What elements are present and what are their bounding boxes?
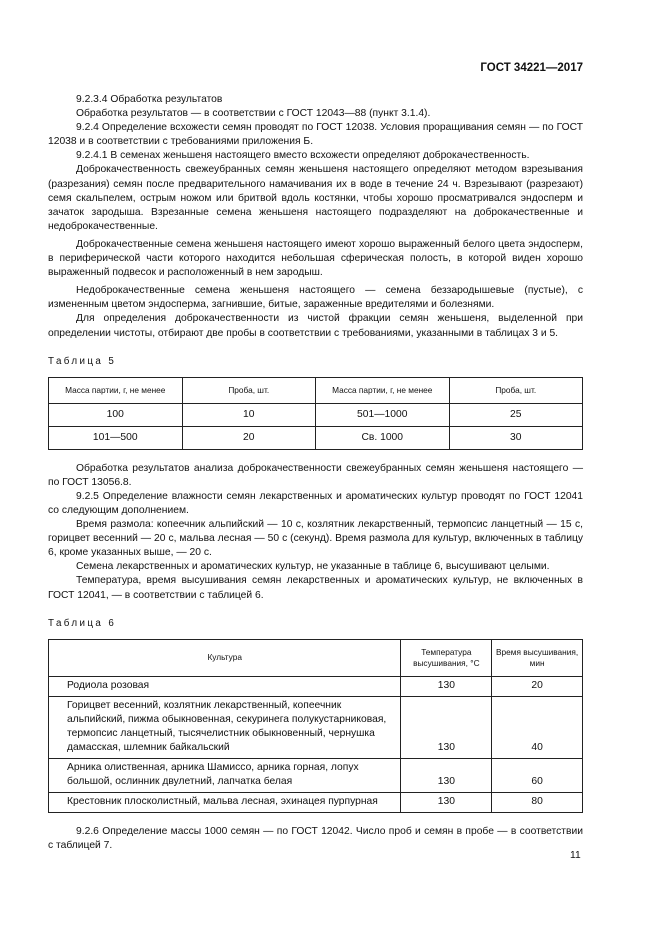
table-cell-temperature: 130: [401, 676, 492, 696]
table-6: [48, 639, 583, 813]
paragraph: 9.2.6 Определение массы 1000 семян — по ГОСТ 12042. Число проб и семян в пробе — в соответствии с таблицей 7.: [48, 825, 583, 851]
paragraph: Недоброкачественные семена женьшеня настоящего — семена беззародышевые (пустые), с измененным цветом эндосперма, загнившие, битые, зараженные вредителями и болезнями.: [48, 285, 583, 311]
table-5: [48, 377, 583, 450]
table-cell-culture: Родиола розовая: [49, 676, 401, 696]
table-cell-time: 20: [492, 676, 583, 696]
table-header-row: [49, 639, 583, 676]
paragraph: Семена лекарственных и ароматических культур, не указанные в таблице 6, высушивают целыми.: [76, 561, 550, 573]
paragraph: 9.2.4 Определение всхожести семян проводят по ГОСТ 12038. Условия проращивания семян — по ГОСТ 12038 и в соответствии с требованиями приложения Б.: [48, 122, 583, 148]
table-cell: 25: [449, 403, 583, 426]
table-5-caption: Таблица 5: [48, 355, 117, 367]
table-cell: 10: [182, 403, 316, 426]
table-cell: Св. 1000: [316, 426, 450, 449]
table-cell-culture: Горицвет весенний, козлятник лекарственный, копеечник альпийский, пижма обыкновенная, секуринега полукустарниковая, термопсис ланцетный, тысячелистник обыкновенный, чернушка дамасская, шлемник байкальский: [49, 696, 401, 758]
table-cell-culture: Арника олиственная, арника Шамиссо, арника горная, лопух большой, ослинник двулетний, лапчатка белая: [49, 758, 401, 792]
table-cell: 20: [182, 426, 316, 449]
table-cell-time: 80: [492, 792, 583, 812]
paragraph: 9.2.4.1 В семенах женьшеня настоящего вместо всхожести определяют доброкачественность.: [76, 150, 530, 162]
table-cell: 30: [449, 426, 583, 449]
table-row: [49, 696, 583, 758]
paragraph: Доброкачественные семена женьшеня настоящего имеют хорошо выраженный белого цвета эндосперм, в периферической части которого находится небольшая сферическая полость, в которой виден хорошо выраженный подвесок и расположенный в нем зародыш.: [48, 238, 583, 279]
table-cell-time: 60: [492, 758, 583, 792]
table-header-row: [49, 377, 583, 403]
table-header-cell: Культура: [49, 639, 401, 676]
table-header-cell: Масса партии, г, не менее: [49, 377, 183, 403]
table-header-cell: Проба, шт.: [449, 377, 583, 403]
table-header-cell: Масса партии, г, не менее: [316, 377, 450, 403]
page-content: [48, 93, 583, 853]
paragraph: 9.2.5 Определение влажности семян лекарственных и ароматических культур проводят по ГОСТ 12041 со следующим дополнением.: [48, 490, 583, 516]
table-cell-time: 40: [492, 696, 583, 758]
table-header-cell: Время высушивания, мин: [492, 639, 583, 676]
table-cell: 100: [49, 403, 183, 426]
table-header-cell: Проба, шт.: [182, 377, 316, 403]
paragraph: Доброкачественность свежеубранных семян женьшеня настоящего определяют методом взрезывания (разрезания) семян после предварительного намачивания их в воде в течение 24 ч. Взрезывают (разрезают) семя скальпелем, острым ножом или бритвой вдоль костянки, чтобы хорошо просматривался эндосперм и зачаток зародыша. Взрезанные семена женьшеня настоящего подразделяют на доброкачественные и недоброкачественные.: [48, 164, 583, 232]
table-cell-temperature: 130: [401, 758, 492, 792]
table-header-cell: Температура высушивания, °С: [401, 639, 492, 676]
table-row: [49, 676, 583, 696]
paragraph: Для определения доброкачественности из чистой фракции семян женьшеня, выделенной при определении чистоты, отбирают две пробы в соответствии с требованиями, указанными в таблицах 3 и 5.: [48, 313, 583, 339]
table-row: [49, 403, 583, 426]
table-cell: 501—1000: [316, 403, 450, 426]
page-number: 11: [570, 850, 581, 861]
paragraph: Температура, время высушивания семян лекарственных и ароматических культур, не включенных в ГОСТ 12041, — в соответствии с таблицей 6.: [48, 575, 583, 601]
table-cell: 101—500: [49, 426, 183, 449]
paragraph: Обработка результатов — в соответствии с ГОСТ 12043—88 (пункт 3.1.4).: [76, 108, 431, 120]
table-cell-temperature: 130: [401, 792, 492, 812]
paragraph: 9.2.3.4 Обработка результатов: [76, 94, 223, 105]
table-6-caption: Таблица 6: [48, 617, 117, 629]
paragraph: Обработка результатов анализа доброкачественности свежеубранных семян женьшеня настоящего — по ГОСТ 13056.8.: [48, 462, 583, 488]
table-row: [49, 792, 583, 812]
table-row: [49, 758, 583, 792]
table-row: [49, 426, 583, 449]
table-cell-culture: Крестовник плосколистный, мальва лесная, эхинацея пурпурная: [49, 792, 401, 812]
paragraph: Время размола: копеечник альпийский — 10 с, козлятник лекарственный, термопсис ланцетный — 15 с, горицвет весенний — 20 с, мальва лесная — 50 с (секунд). Время размола для культур, включенных в таблицу 6, кроме указанных выше, — 20 с.: [48, 519, 583, 559]
document-header-standard: ГОСТ 34221—2017: [480, 62, 583, 74]
table-cell-temperature: 130: [401, 696, 492, 758]
